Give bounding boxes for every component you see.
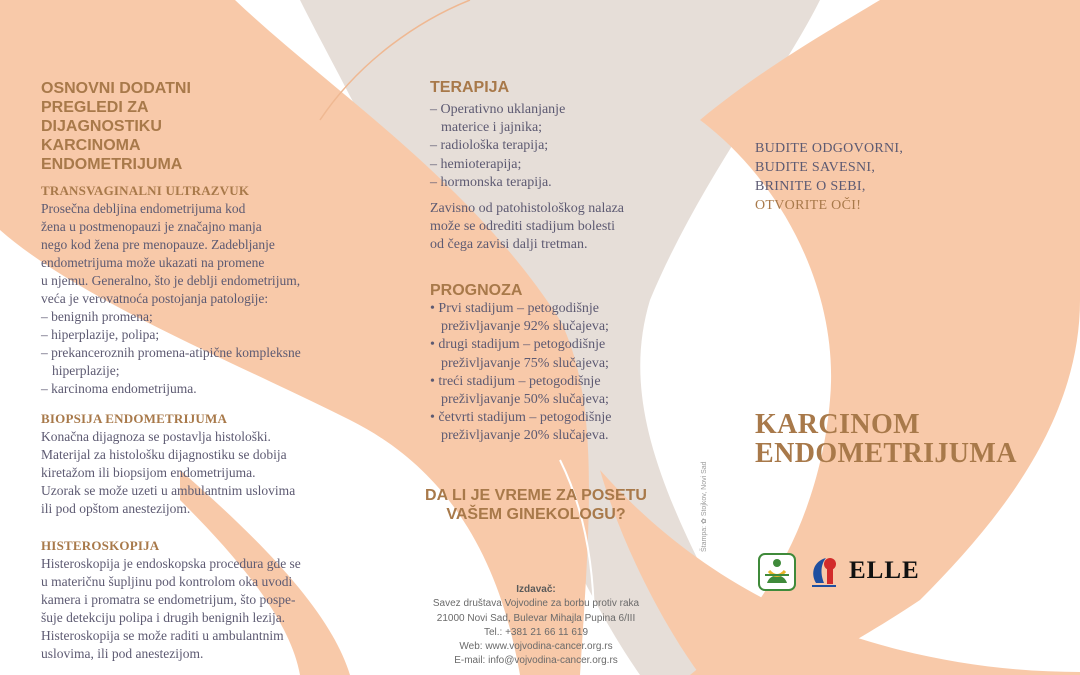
body-line: žena u postmenopauzi je značajno manja [41,219,262,234]
body-line: ili pod opštom anestezijom. [41,501,191,516]
list-item: • četvrti stadijum – petogodišnje [430,410,612,426]
section-heading: BIOPSIJA ENDOMETRIJUMA [41,411,228,426]
list-item: – prekanceroznih promena-atipične kompleksne [41,345,301,360]
body-line: veća je verovatnoća postojanja patologije: [41,291,269,306]
publisher-line: Savez društava Vojvodine za borbu protiv raka [432,598,640,610]
body-line: uslovima, ili pod anestezijom. [41,646,204,661]
question-heading [398,486,674,524]
body-line: nego kod žena pre menopauze. Zadebljanje [41,237,275,252]
hysteroscopy-section [41,538,301,663]
section-heading: PROGNOZA [430,282,523,299]
section-heading: HISTEROSKOPIJA [41,538,160,553]
title-line: PREGLEDI ZA [41,99,149,116]
publisher-line: E-mail: info@vojvodina-cancer.org.rs [454,655,618,667]
list-item: – karcinoma endometrijuma. [41,381,197,396]
publisher-label: Izdavač: [516,584,556,595]
info-emblem-icon [808,555,840,589]
list-item: – radiološka terapija; [430,138,549,154]
body-line: Konačna dijagnoza se postavlja histološki. [41,429,271,444]
left-panel-title [41,79,191,174]
body-line: Histeroskopija se može raditi u ambulantnim [41,628,284,643]
logos-row [758,553,920,591]
section-heading: TERAPIJA [430,79,510,96]
body-line: kamera i promatra se endometrijum, što pospe- [41,592,296,607]
print-credit: Štampa: ✿ Stojkov, Novi Sad [701,461,708,552]
slogan-highlight: OTVORITE OČI! [755,198,862,213]
publisher-block [401,583,671,669]
slogan-line: BUDITE SAVESNI, [755,160,876,175]
body-line: endometrijuma može ukazati na promene [41,255,265,270]
list-item: – hiperplazije, polipa; [41,327,160,342]
slogan-block [755,139,903,215]
body-line: Materijal za histološku dijagnostiku se dobija [41,447,287,462]
list-item: – hemioterapija; [430,156,522,172]
body-line: Zavisno od patohistološkog nalaza [430,201,625,217]
main-title-line: KARCINOM [755,409,920,440]
biopsy-section [41,411,295,518]
body-line: od čega zavisi dalji tretman. [430,237,588,253]
question-line: VAŠEM GINEKOLOGU? [446,506,626,523]
title-line: OSNOVNI DODATNI [41,80,191,97]
publisher-line: Web: www.vojvodina-cancer.org.rs [459,641,613,653]
list-item: • Prvi stadijum – petogodišnje [430,301,600,316]
title-line: DIJAGNOSTIKU [41,118,162,135]
list-item: – benignih promena; [41,309,153,324]
question-line: DA LI JE VREME ZA POSETU [425,487,647,504]
transvaginal-section [41,183,301,398]
list-item-continuation: hiperplazije; [52,363,120,378]
main-title [755,410,1017,468]
list-item: • drugi stadijum – petogodišnje [430,337,606,353]
title-line: KARCINOMA [41,137,141,154]
body-line: može se odrediti stadijum bolesti [430,219,616,235]
list-item: – hormonska terapija. [430,174,552,190]
body-line: Prosečna debljina endometrijuma kod [41,201,246,216]
list-item-continuation: preživljavanje 92% slučajeva; [441,319,609,335]
body-line: u njemu. Generalno, što je deblji endometrijum, [41,273,301,288]
publisher-line: 21000 Novi Sad, Bulevar Mihajla Pupina 6/III [436,612,636,624]
list-item: – Operativno uklanjanje [430,102,566,117]
list-item: • treći stadijum – petogodišnje [430,373,601,389]
slogan-line: BRINITE O SEBI, [755,179,866,194]
society-logo-icon [758,553,796,591]
list-item-continuation: preživljavanje 50% slučajeva; [441,392,609,408]
body-line: Uzorak se može uzeti u ambulantnim uslovima [41,483,296,498]
publisher-line: Tel.: +381 21 66 11 619 [483,626,589,638]
therapy-section [430,78,624,255]
main-title-line: ENDOMETRIJUMA [755,438,1017,469]
body-line: u materičnu šupljinu pod kontrolom oka uvodi [41,574,293,589]
list-item-continuation: preživljavanje 20% slučajeva. [441,428,609,444]
elle-logo: ELLE [849,557,920,584]
title-line: ENDOMETRIJUMA [41,156,183,173]
body-line: Histeroskopija je endoskopska procedura gde se [41,556,301,571]
body-line: šuje detekciju polipa i drugih benignih lezija. [41,610,286,625]
prognosis-section [430,281,611,446]
body-line: kiretažom ili biopsijom endometrijuma. [41,465,256,480]
list-item-continuation: materice i jajnika; [441,120,543,136]
slogan-line: BUDITE ODGOVORNI, [755,141,904,156]
section-heading: TRANSVAGINALNI ULTRAZVUK [41,183,250,198]
list-item-continuation: preživljavanje 75% slučajeva; [441,355,609,371]
